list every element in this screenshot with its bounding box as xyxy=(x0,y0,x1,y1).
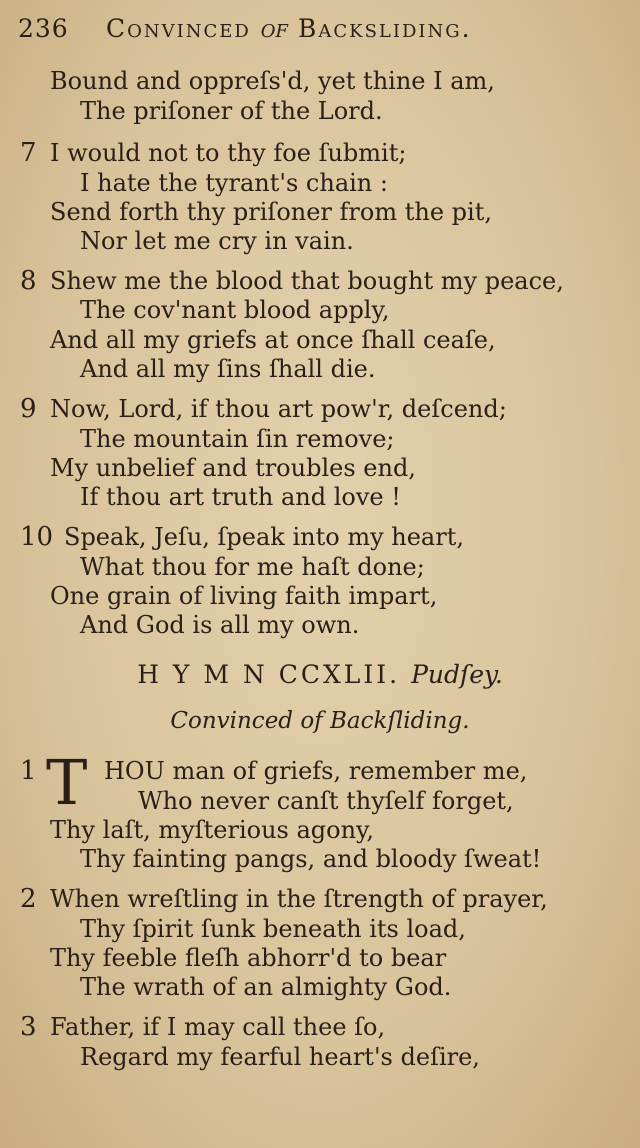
verse-line: The priſoner of the Lord. xyxy=(80,97,383,125)
verse-line: Thy feeble fleſh abhorr'd to bear xyxy=(50,944,447,972)
verse-line: I hate the tyrant's chain : xyxy=(80,169,388,197)
verse-line: And all my griefs at once ſhall ceaſe, xyxy=(50,326,496,354)
verse-line: Bound and oppreſs'd, yet thine I am, xyxy=(50,67,495,95)
stanza-number: 2 xyxy=(20,884,37,914)
verse-line: The cov'nant blood apply, xyxy=(80,296,390,324)
verse-line: And God is all my own. xyxy=(80,611,360,639)
verse-line: Now, Lord, if thou art pow'r, deſcend; xyxy=(50,395,507,423)
drop-cap: T xyxy=(46,746,88,819)
verse-line: The mountain ſin remove; xyxy=(80,425,395,453)
verse-line: One grain of living faith impart, xyxy=(50,582,438,610)
stanza-number: 1 xyxy=(20,756,37,786)
verse-line: Speak, Jeſu, ſpeak into my heart, xyxy=(64,523,464,551)
stanza-number: 7 xyxy=(20,138,37,168)
verse-line: Who never canſt thyſelf forget, xyxy=(138,787,514,815)
tune-name: Pudſey. xyxy=(411,660,503,689)
verse-line: Nor let me cry in vain. xyxy=(80,227,354,255)
verse-line: My unbelief and troubles end, xyxy=(50,454,416,482)
verse-line: The wrath of an almighty God. xyxy=(80,973,452,1001)
running-title: Convinced of Backsliding. xyxy=(106,14,472,43)
verse-line: And all my ſins ſhall die. xyxy=(80,355,376,383)
hymn-heading xyxy=(0,660,640,689)
stanza-number: 3 xyxy=(20,1012,37,1042)
verse-line: What thou for me haſt done; xyxy=(80,553,425,581)
page-number: 236 xyxy=(18,14,69,43)
verse-line: Regard my fearful heart's deſire, xyxy=(80,1043,480,1071)
verse-line: Send forth thy priſoner from the pit, xyxy=(50,198,492,226)
verse-line: Thy ſpirit ſunk beneath its load, xyxy=(80,915,466,943)
stanza-number: 10 xyxy=(20,522,54,552)
verse-line: When wreſtling in the ſtrength of prayer, xyxy=(50,885,548,913)
verse-line: If thou art truth and love ! xyxy=(80,483,401,511)
verse-line: Thy fainting pangs, and bloody ſweat! xyxy=(80,845,542,873)
verse-line: I would not to thy foe ſubmit; xyxy=(50,139,407,167)
hymn-subtitle: Convinced of Backſliding. xyxy=(170,708,470,734)
stanza-number: 9 xyxy=(20,394,37,424)
verse-line: Shew me the blood that bought my peace, xyxy=(50,267,564,295)
verse-line: Thy laſt, myſterious agony, xyxy=(50,816,375,844)
verse-line: Father, if I may call thee ſo, xyxy=(50,1013,386,1041)
verse-line: HOU man of griefs, remember me, xyxy=(104,757,528,785)
hymn-title: H Y M N CCXLII. xyxy=(137,660,401,689)
running-header xyxy=(18,14,622,48)
stanza-number: 8 xyxy=(20,266,37,296)
